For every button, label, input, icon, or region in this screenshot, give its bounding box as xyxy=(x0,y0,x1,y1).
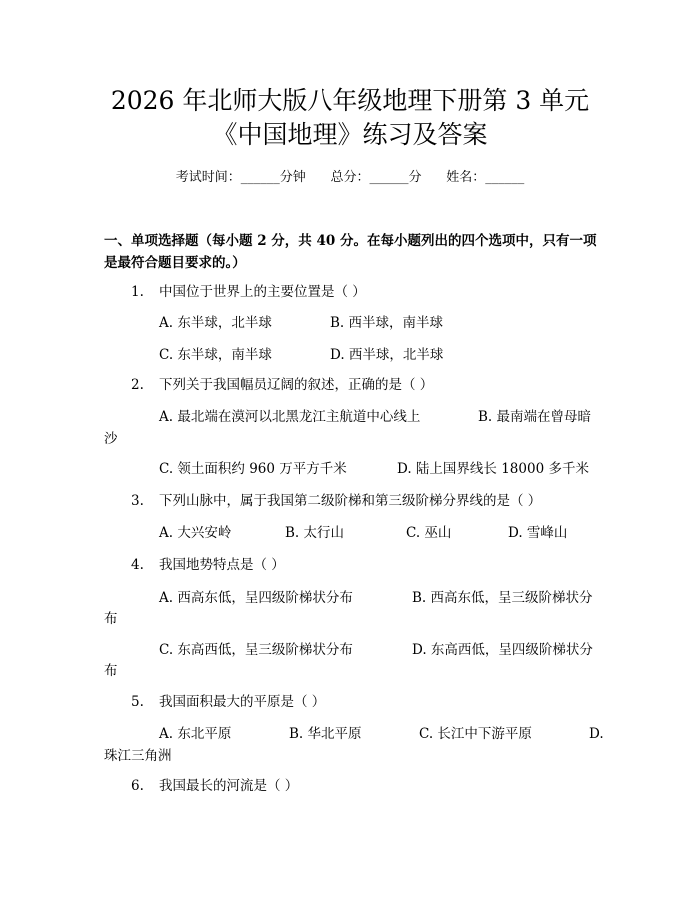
question-4-option-b: B. 西高东低，呈三级阶梯状分 xyxy=(412,590,593,606)
question-5-option-d-wrap: 珠江三角洲 xyxy=(104,748,172,764)
question-1-option-b: B. 西半球，南半球 xyxy=(330,315,444,331)
question-4-option-b-wrap: 布 xyxy=(104,611,118,627)
question-3-option-c: C. 巫山 xyxy=(406,525,452,541)
document-title-line2: 《中国地理》练习及答案 xyxy=(212,120,488,149)
question-4-option-c: C. 东高西低，呈三级阶梯状分布 xyxy=(159,642,353,658)
question-1-option-c: C. 东半球，南半球 xyxy=(159,347,272,363)
question-text: 我国最长的河流是（ ） xyxy=(159,778,299,794)
question-number: 3. xyxy=(131,493,144,509)
question-4-option-d: D. 东高西低，呈四级阶梯状分 xyxy=(412,642,593,658)
question-text: 中国位于世界上的主要位置是（ ） xyxy=(159,284,366,300)
question-3-option-a: A. 大兴安岭 xyxy=(159,525,232,541)
question-number: 6. xyxy=(131,778,144,794)
question-2-option-d: D. 陆上国界线长 18000 多千米 xyxy=(397,461,589,477)
question-1-option-a: A. 东半球，北半球 xyxy=(159,315,272,331)
question-text: 下列关于我国幅员辽阔的叙述，正确的是（ ） xyxy=(159,377,434,393)
question-2-option-a: A. 最北端在漠河以北黑龙江主航道中心线上 xyxy=(159,409,421,425)
question-2-option-b-wrap: 沙 xyxy=(104,431,118,447)
question-2-option-c: C. 领土面积约 960 万平方千米 xyxy=(159,461,347,477)
question-text: 我国面积最大的平原是（ ） xyxy=(159,694,326,710)
question-3-option-b: B. 太行山 xyxy=(285,525,345,541)
question-4-option-a: A. 西高东低，呈四级阶梯状分布 xyxy=(159,590,353,606)
question-3-option-d: D. 雪峰山 xyxy=(508,525,568,541)
question-number: 2. xyxy=(131,377,144,393)
question-2-option-b: B. 最南端在曾母暗 xyxy=(478,409,592,425)
question-number: 5. xyxy=(131,694,144,710)
question-5-option-d: D. xyxy=(589,726,604,742)
question-5-option-a: A. 东北平原 xyxy=(159,726,232,742)
question-4-option-d-wrap: 布 xyxy=(104,663,118,679)
section-heading-single-choice: 一、单项选择题（每小题 2 分，共 40 分。在每小题列出的四个选项中，只有一项是最符合题目要求的。） xyxy=(104,233,597,271)
question-1-option-d: D. 西半球，北半球 xyxy=(330,347,444,363)
exam-info-line: 考试时间：______分钟 总分：______分 姓名：______ xyxy=(175,170,525,185)
question-5-option-b: B. 华北平原 xyxy=(289,726,362,742)
document-title-line1: 2026 年北师大版八年级地理下册第 3 单元 xyxy=(110,86,590,115)
question-number: 1. xyxy=(131,284,144,300)
question-5-option-c: C. 长江中下游平原 xyxy=(419,726,532,742)
question-number: 4. xyxy=(131,557,144,573)
question-text: 我国地势特点是（ ） xyxy=(159,557,285,573)
question-text: 下列山脉中，属于我国第二级阶梯和第三级阶梯分界线的是（ ） xyxy=(159,493,542,509)
